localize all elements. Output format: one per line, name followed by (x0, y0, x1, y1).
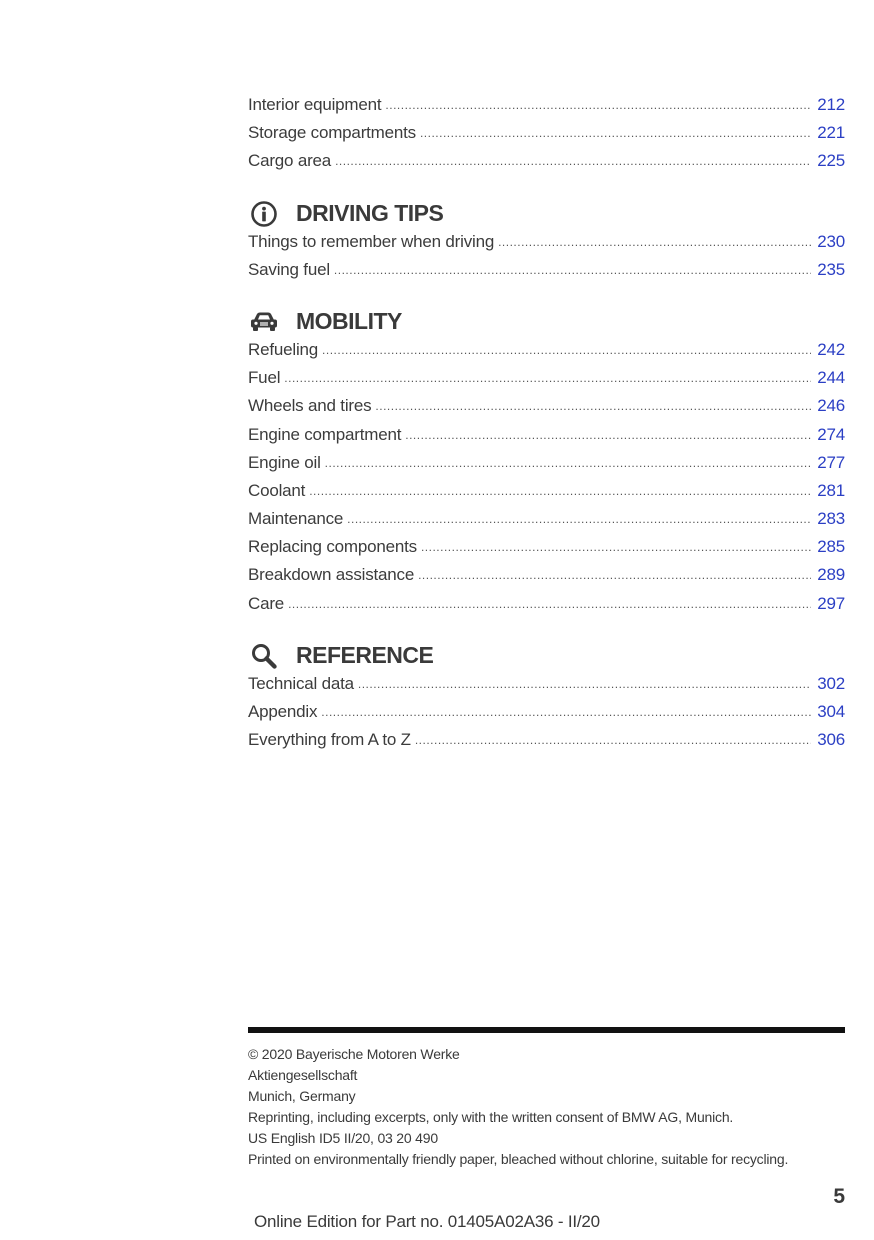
toc-entry-label: Interior equipment (248, 95, 382, 114)
imprint-line: Reprinting, including excerpts, only with the written consent of BMW AG, Munich. (248, 1109, 734, 1125)
dot-leader (321, 706, 811, 718)
toc-entry[interactable] (248, 151, 845, 179)
toc-entry-page-link[interactable]: 225 (817, 151, 845, 171)
toc-entry-label: Things to remember when driving (248, 231, 495, 251)
toc-entry-page-link[interactable]: 244 (817, 368, 845, 388)
imprint-line: © 2020 Bayerische Motoren Werke (248, 1046, 460, 1062)
edition-footer: Online Edition for Part no. 01405A02A36 - II/20 (254, 1212, 600, 1231)
toc-entry[interactable] (248, 340, 845, 368)
toc-group-driving-tips (248, 232, 845, 288)
toc-entry-page-link[interactable]: 297 (817, 593, 845, 613)
toc-entry-page-link[interactable]: 230 (817, 231, 845, 251)
toc-entry-page-link[interactable]: 274 (817, 424, 845, 444)
toc-entry-page-link[interactable]: 289 (817, 565, 845, 585)
imprint (248, 1044, 845, 1170)
toc-entry[interactable] (248, 453, 845, 481)
toc-entry[interactable] (248, 425, 845, 453)
toc-entry[interactable] (248, 481, 845, 509)
magnifier-icon (248, 640, 280, 672)
toc-entry-label: Wheels and tires (248, 396, 372, 416)
imprint-line: Printed on environmentally friendly paper, bleached without chlorine, suitable for recycling. (248, 1151, 789, 1167)
dot-leader (309, 485, 811, 497)
toc-entry-page-link[interactable]: 283 (817, 509, 845, 529)
toc-entry-page-link[interactable]: 212 (817, 95, 845, 114)
dot-leader (421, 541, 811, 553)
table-of-contents (248, 95, 845, 758)
toc-entry-label: Technical data (248, 673, 354, 693)
toc-entry-label: Care (248, 593, 285, 613)
toc-entry[interactable] (248, 396, 845, 424)
toc-entry[interactable] (248, 565, 845, 593)
toc-entry-page-link[interactable]: 304 (817, 702, 845, 721)
toc-entry-page-link[interactable]: 221 (817, 123, 845, 143)
toc-entry-label: Maintenance (248, 509, 344, 529)
dot-leader (358, 678, 811, 690)
toc-entry[interactable] (248, 368, 845, 396)
section-heading-driving-tips (248, 197, 845, 231)
toc-entry[interactable] (248, 537, 845, 565)
dot-leader (347, 513, 811, 525)
toc-entry-page-link[interactable]: 281 (817, 480, 845, 500)
dot-leader (322, 344, 811, 356)
section-heading-mobility (248, 305, 845, 339)
toc-entry[interactable] (248, 509, 845, 537)
toc-entry-label: Coolant (248, 480, 306, 500)
toc-entry-page-link[interactable]: 242 (817, 339, 845, 359)
dot-leader (335, 155, 811, 167)
dot-leader (385, 99, 811, 111)
toc-entry[interactable] (248, 702, 845, 730)
toc-entry-page-link[interactable]: 285 (817, 537, 845, 557)
car-icon (248, 306, 280, 338)
toc-entry[interactable] (248, 123, 845, 151)
section-title: DRIVING TIPS (296, 200, 444, 227)
toc-entry[interactable] (248, 232, 845, 260)
toc-entry-page-link[interactable]: 302 (817, 673, 845, 693)
toc-entry[interactable] (248, 730, 845, 758)
dot-leader (420, 127, 811, 139)
dot-leader (375, 400, 811, 412)
dot-leader (405, 429, 811, 441)
toc-entry-label: Appendix (248, 702, 318, 721)
dot-leader (284, 372, 811, 384)
info-icon (248, 198, 280, 230)
dot-leader (418, 569, 811, 581)
toc-entry[interactable] (248, 594, 845, 622)
toc-entry-label: Refueling (248, 339, 319, 359)
section-title: REFERENCE (296, 642, 434, 669)
toc-entry-label: Replacing components (248, 537, 417, 557)
imprint-line: Munich, Germany (248, 1088, 356, 1104)
toc-entry-label: Saving fuel (248, 259, 330, 279)
dot-leader (325, 457, 812, 469)
dot-leader (288, 598, 811, 610)
dot-leader (498, 236, 811, 248)
toc-entry-page-link[interactable]: 246 (817, 396, 845, 416)
toc-group-top (248, 95, 845, 180)
toc-entry-label: Fuel (248, 368, 281, 388)
toc-entry[interactable] (248, 674, 845, 702)
section-title: MOBILITY (296, 308, 402, 335)
toc-entry[interactable] (248, 95, 845, 123)
toc-group-mobility (248, 340, 845, 622)
toc-entry-label: Storage compartments (248, 123, 416, 143)
toc-entry-page-link[interactable]: 306 (817, 730, 845, 750)
dot-leader (415, 734, 811, 746)
toc-entry-page-link[interactable]: 235 (817, 259, 845, 279)
imprint-line: US English ID5 II/20, 03 20 490 (248, 1130, 438, 1146)
section-heading-reference (248, 639, 845, 673)
toc-group-reference (248, 674, 845, 759)
toc-entry-label: Engine compartment (248, 424, 402, 444)
divider-rule (248, 1027, 845, 1033)
toc-entry-label: Everything from A to Z (248, 730, 411, 750)
toc-entry-label: Breakdown assistance (248, 565, 415, 585)
toc-entry-label: Cargo area (248, 151, 332, 171)
toc-entry[interactable] (248, 260, 845, 288)
imprint-line: Aktiengesellschaft (248, 1067, 358, 1083)
dot-leader (334, 264, 811, 276)
page-number: 5 (833, 1185, 845, 1208)
toc-entry-page-link[interactable]: 277 (817, 452, 845, 472)
toc-entry-label: Engine oil (248, 452, 321, 472)
